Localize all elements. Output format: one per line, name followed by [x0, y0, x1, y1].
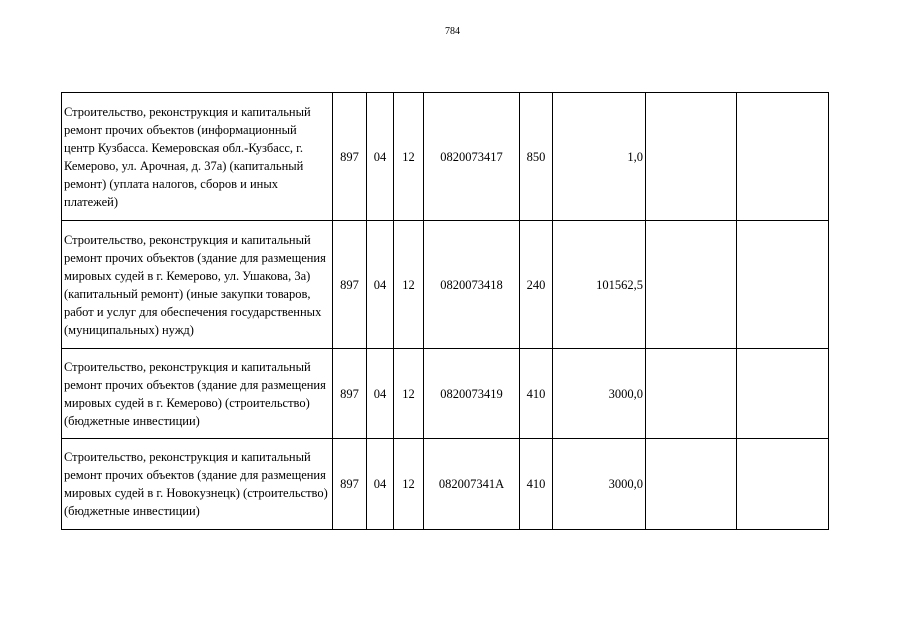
budget-table — [61, 92, 829, 530]
table-row — [62, 221, 829, 349]
target-article-cell: 0820073419 — [424, 349, 520, 439]
row-name-cell: Строительство, реконструкция и капитальный ремонт прочих объектов (здание для размещения мировых судей в г. Новокузнецк) (строительство) (бюджетные инвестиции) — [62, 439, 333, 530]
row-name-cell: Строительство, реконструкция и капитальный ремонт прочих объектов (здание для размещения мировых судей в г. Кемерово, ул. Ушакова, 3а) (капитальный ремонт) (иные закупки товаров, работ и услуг для обеспечения государственных (муниципальных) нужд) — [62, 221, 333, 349]
empty-cell-9 — [737, 439, 829, 530]
table-row — [62, 349, 829, 439]
expense-type-cell: 850 — [520, 93, 553, 221]
page-number: 784 — [445, 26, 460, 37]
empty-cell-8 — [646, 349, 737, 439]
empty-cell-9 — [737, 93, 829, 221]
empty-cell-8 — [646, 221, 737, 349]
subsection-code-cell: 12 — [394, 93, 424, 221]
expense-type-cell: 240 — [520, 221, 553, 349]
expense-type-cell: 410 — [520, 439, 553, 530]
amount-cell: 3000,0 — [553, 349, 646, 439]
subsection-code-cell: 12 — [394, 439, 424, 530]
empty-cell-9 — [737, 349, 829, 439]
amount-cell: 101562,5 — [553, 221, 646, 349]
section-code-cell: 04 — [367, 349, 394, 439]
ministry-code-cell: 897 — [333, 349, 367, 439]
table-row — [62, 439, 829, 530]
subsection-code-cell: 12 — [394, 221, 424, 349]
amount-cell: 3000,0 — [553, 439, 646, 530]
empty-cell-8 — [646, 439, 737, 530]
ministry-code-cell: 897 — [333, 221, 367, 349]
empty-cell-9 — [737, 221, 829, 349]
ministry-code-cell: 897 — [333, 439, 367, 530]
expense-type-cell: 410 — [520, 349, 553, 439]
empty-cell-8 — [646, 93, 737, 221]
row-name-cell: Строительство, реконструкция и капитальный ремонт прочих объектов (здание для размещения мировых судей в г. Кемерово) (строительство) (бюджетные инвестиции) — [62, 349, 333, 439]
section-code-cell: 04 — [367, 93, 394, 221]
target-article-cell: 0820073417 — [424, 93, 520, 221]
target-article-cell: 082007341А — [424, 439, 520, 530]
section-code-cell: 04 — [367, 439, 394, 530]
target-article-cell: 0820073418 — [424, 221, 520, 349]
row-name-cell: Строительство, реконструкция и капитальный ремонт прочих объектов (информационный центр Кузбасса. Кемеровская обл.-Кузбасс, г. Кемерово, ул. Арочная, д. 37а) (капитальный ремонт) (уплата налогов, сборов и иных платежей) — [62, 93, 333, 221]
ministry-code-cell: 897 — [333, 93, 367, 221]
section-code-cell: 04 — [367, 221, 394, 349]
amount-cell: 1,0 — [553, 93, 646, 221]
table-row — [62, 93, 829, 221]
subsection-code-cell: 12 — [394, 349, 424, 439]
